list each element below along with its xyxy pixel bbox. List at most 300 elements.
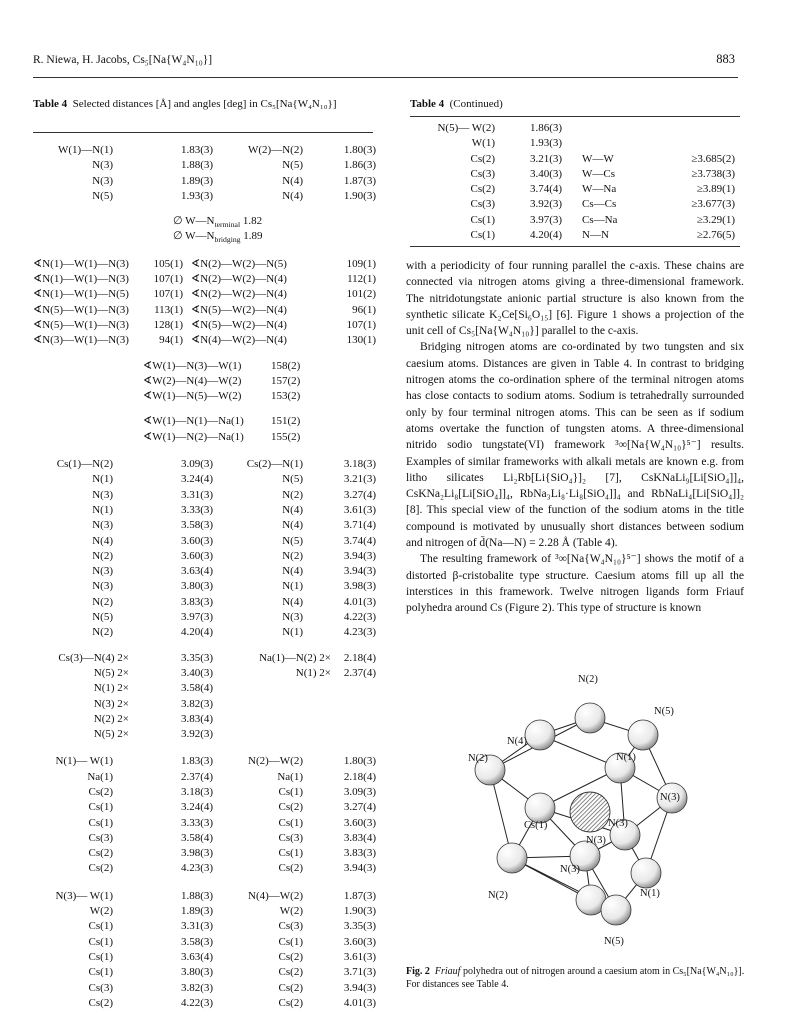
table-cell: 1.86(3): [343, 159, 376, 172]
atom-label: N(2): [488, 890, 508, 901]
table-cell: N(2): [92, 626, 113, 639]
table-cell: ≥2.76(5): [696, 229, 735, 242]
table-cell: 155(2): [271, 430, 301, 443]
friauf-polyhedron-figure: [440, 660, 730, 950]
nitrogen-atom: [601, 895, 631, 925]
table-cell: N(4): [282, 519, 303, 532]
table-cell: 3.98(3): [343, 580, 376, 593]
table-cell: 3.09(3): [343, 785, 376, 798]
table-cell: N—N: [582, 229, 609, 242]
table-row: [33, 374, 378, 389]
table-cell: N(3): [92, 174, 113, 187]
table-row: [33, 610, 378, 625]
table-cell: 3.97(3): [181, 611, 214, 624]
table-cell: 3.18(3): [181, 785, 214, 798]
table-cell: Cs(2): [278, 950, 303, 963]
table-cell: 1.88(3): [181, 159, 214, 172]
table-cell: 3.27(4): [343, 488, 376, 501]
table-cell: 4.20(4): [181, 626, 214, 639]
table-cell: N(3): [92, 159, 113, 172]
atom-label: N(1): [640, 888, 660, 899]
table-cell: Cs(2): [278, 966, 303, 979]
table-cell: 4.22(3): [343, 611, 376, 624]
table-cell: Cs(2): [88, 847, 113, 860]
table-cell: 3.35(3): [181, 651, 214, 664]
table-cell: N(3): [92, 565, 113, 578]
table-cell: 101(2): [346, 288, 376, 301]
table-row: [33, 904, 378, 919]
table-row: [33, 770, 378, 785]
nitrogen-atom: [525, 793, 555, 823]
table-row: [410, 152, 740, 167]
body-paragraph-3: The resulting framework of ³∞[Na{W₄N₁₀}⁵⁻] shows the motif of a distorted β-cristobalite type structure. Caesium atoms fill up all the interstices in this framework. Twelve nitrogen ligands form Friauf polyhedra around Cs (Figure 2). This type of structure is known: [406, 553, 744, 615]
table-cell: 4.01(3): [343, 595, 376, 608]
table-cell: N(5): [282, 159, 303, 172]
table-cell: 3.09(3): [181, 458, 214, 471]
table-4-cont-body: [410, 121, 740, 243]
table-row: [33, 785, 378, 800]
table-cell: Cs(1): [470, 213, 495, 226]
table-cell: Cs(1): [278, 785, 303, 798]
table-row: [410, 197, 740, 212]
table-cell: 1.80(3): [343, 144, 376, 156]
table-cell: Cs(1)—N(2): [56, 458, 113, 471]
nitrogen-atom: [631, 858, 661, 888]
table-cell: N(4): [282, 174, 303, 187]
table-cell: 3.40(3): [181, 666, 214, 679]
table-cell: Cs(1): [88, 935, 113, 948]
table-row: [33, 666, 378, 681]
table-cell: ∢N(1)—W(1)—N(3): [33, 273, 129, 286]
page-number: 883: [716, 52, 735, 66]
table-cell: N(1): [92, 503, 113, 516]
table-cell: 3.80(3): [181, 966, 214, 979]
atom-label: N(2): [468, 753, 488, 764]
table-cell: N(1) 2×: [295, 666, 331, 679]
table-cell: 3.61(3): [343, 503, 376, 516]
table-cell: 3.74(4): [343, 534, 376, 547]
table-cell: ∢N(4)—W(2)—N(4): [191, 334, 287, 347]
table-cell: Cs—Cs: [582, 198, 617, 211]
table-cell: 2.18(4): [343, 770, 376, 783]
table-4-label: Table 4: [33, 98, 68, 110]
table-cell: N(2)—W(2): [248, 755, 303, 768]
table-cell: N(4): [282, 189, 303, 202]
table-row: [33, 935, 378, 950]
table-cell: 153(2): [271, 390, 301, 403]
table-row: [33, 488, 378, 503]
table-cell: 157(2): [271, 374, 301, 387]
table-cell: Na(1): [277, 770, 303, 783]
table-cell: 3.92(3): [530, 198, 563, 211]
atom-label: N(1): [616, 752, 636, 763]
table-row: [33, 414, 378, 429]
table-row: [33, 503, 378, 518]
table-cell: N(1): [282, 626, 303, 639]
average-value: 1.82: [240, 215, 263, 228]
table-row: [33, 727, 378, 742]
table-cell: N(3): [92, 580, 113, 593]
table-cell: ∢W(1)—N(3)—W(1): [143, 359, 242, 372]
table-cell: N(2): [282, 488, 303, 501]
table-cell: Cs—Na: [582, 213, 618, 226]
atom-label: N(2): [578, 674, 598, 685]
atom-label: N(5): [604, 936, 624, 947]
table-cell: Cs(3)—N(4) 2×: [58, 651, 129, 664]
table-cell: N(1)— W(1): [55, 755, 113, 768]
table-cell: Cs(1): [88, 816, 113, 829]
table-cell: 3.60(3): [181, 534, 214, 547]
table-cell: Cs(1): [278, 816, 303, 829]
table-cell: 3.27(4): [343, 801, 376, 814]
table-cell: Cs(1): [88, 966, 113, 979]
table-row: [410, 213, 740, 228]
table-cell: 4.23(3): [343, 626, 376, 639]
table-cell: 112(1): [347, 273, 376, 286]
table-cell: 3.83(3): [181, 595, 214, 608]
average-row: [33, 229, 378, 244]
table-row: [33, 754, 378, 769]
table-row: [33, 579, 378, 594]
table-cell: Cs(2): [470, 152, 495, 165]
table-row: [33, 681, 378, 696]
table-cell: N(4): [282, 595, 303, 608]
table-cell: 3.83(4): [181, 712, 214, 725]
average-row: [33, 214, 378, 229]
nitrogen-atom: [628, 720, 658, 750]
table-4-cont-top-rule: [410, 116, 740, 117]
table-row: [33, 287, 378, 302]
table-cell: 130(1): [346, 334, 376, 347]
table-cell: Cs(3): [278, 831, 303, 844]
table-cell: 3.98(3): [181, 847, 214, 860]
table-cell: ∢W(1)—N(1)—Na(1): [143, 415, 244, 428]
table-cell: Cs(2): [278, 862, 303, 875]
table-cell: 107(1): [346, 318, 376, 331]
table-cell: 1.86(3): [530, 122, 563, 134]
table-cell: N(5): [92, 611, 113, 624]
table-cell: W—Cs: [582, 167, 615, 180]
table-cell: 3.21(3): [343, 473, 376, 486]
table-cell: 3.80(3): [181, 580, 214, 593]
table-cell: 94(1): [159, 334, 183, 347]
table-cell: Cs(2): [88, 862, 113, 875]
table-cell: 3.24(4): [181, 473, 214, 486]
atom-label: N(3): [560, 864, 580, 875]
table-cell: ∢N(1)—W(1)—N(5): [33, 288, 129, 301]
table-cell: 3.61(3): [343, 950, 376, 963]
table-row: [33, 189, 378, 204]
table-cell: W(2): [279, 905, 303, 918]
table-cell: 3.63(4): [181, 565, 214, 578]
table-cell: 3.58(3): [181, 519, 214, 532]
table-row: [33, 816, 378, 831]
table-cell: ∢N(2)—W(2)—N(4): [191, 288, 287, 301]
table-row: [33, 712, 378, 727]
table-cell: N(5): [282, 473, 303, 486]
table-cell: Na(1): [87, 770, 113, 783]
table-cell: N(2): [282, 549, 303, 562]
table-cell: 3.33(3): [181, 816, 214, 829]
table-cell: N(4)—W(2): [248, 889, 303, 902]
table-cell: 1.93(3): [181, 189, 214, 202]
table-row: [33, 430, 378, 445]
table-cell: 3.94(3): [343, 981, 376, 994]
table-row: [410, 228, 740, 243]
table-row: [33, 143, 378, 158]
table-cell: 1.90(3): [343, 905, 376, 918]
table-cell: 151(2): [271, 415, 301, 428]
table-cell: W(1): [471, 137, 495, 150]
table-row: [33, 965, 378, 980]
table-cell: N(3) 2×: [93, 697, 129, 710]
table-row: [33, 272, 378, 287]
table-cell: W(1)—N(1): [58, 144, 113, 156]
atom-label: N(3): [586, 835, 606, 846]
table-row: [33, 333, 378, 348]
table-4-body: [33, 143, 378, 1011]
table-cell: N(3): [92, 519, 113, 532]
table-row: [33, 518, 378, 533]
table-cell: 3.63(4): [181, 950, 214, 963]
table-row: [33, 846, 378, 861]
table-cell: 1.87(3): [343, 889, 376, 902]
table-cell: 3.58(3): [181, 935, 214, 948]
table-cell: N(5)— W(2): [437, 122, 495, 134]
table-cell: N(4): [92, 534, 113, 547]
table-cell: Cs(2): [470, 183, 495, 196]
table-cell: W(2)—N(2): [248, 144, 303, 156]
table-cell: 1.89(3): [181, 174, 214, 187]
table-cell: ≥3.677(3): [691, 198, 735, 211]
table-cell: Cs(3): [88, 981, 113, 994]
table-cell: 3.83(4): [343, 831, 376, 844]
table-cell: 1.83(3): [181, 144, 214, 156]
table-row: [33, 158, 378, 173]
table-cell: 3.31(3): [181, 488, 214, 501]
table-cell: 1.83(3): [181, 755, 214, 768]
table-row: [33, 174, 378, 189]
table-row: [33, 257, 378, 272]
table-cell: N(3)— W(1): [55, 889, 113, 902]
table-cell: 3.83(3): [343, 847, 376, 860]
table-row: [33, 303, 378, 318]
table-row: [33, 889, 378, 904]
nitrogen-atom: [575, 703, 605, 733]
table-cell: 105(1): [153, 257, 183, 270]
table-cell: 113(1): [154, 303, 183, 316]
table-cell: ∢N(5)—W(1)—N(3): [33, 303, 129, 316]
atom-label: N(4): [507, 736, 527, 747]
table-cell: ∢N(2)—W(2)—N(4): [191, 273, 287, 286]
table-cell: 3.58(4): [181, 682, 214, 695]
average-bond-type: terminal: [214, 220, 241, 230]
table-cell: N(5) 2×: [93, 728, 129, 741]
table-row: [33, 472, 378, 487]
table-row: [33, 981, 378, 996]
table-cell: 3.21(3): [530, 152, 563, 165]
table-cell: ∢W(1)—N(2)—Na(1): [143, 430, 244, 443]
table-cell: ∢W(2)—N(4)—W(2): [143, 374, 242, 387]
body-text: [406, 258, 744, 617]
table-cell: 3.31(3): [181, 920, 214, 933]
table-row: [410, 121, 740, 136]
atom-label: N(5): [654, 706, 674, 717]
table-row: [33, 318, 378, 333]
table-row: [33, 950, 378, 965]
table-cell: 3.40(3): [530, 167, 563, 180]
table-cell: 2.37(4): [181, 770, 214, 783]
figure-2-caption-italic: Friauf: [434, 966, 461, 977]
table-row: [33, 996, 378, 1011]
table-cell: N(2): [92, 549, 113, 562]
table-cell: Cs(2): [88, 785, 113, 798]
table-row: [33, 861, 378, 876]
table-cell: N(1): [282, 580, 303, 593]
table-cell: 3.82(3): [181, 981, 214, 994]
table-cell: Cs(1): [278, 935, 303, 948]
table-cell: ∢N(2)—W(2)—N(5): [191, 257, 287, 270]
table-cell: ≥3.89(1): [696, 183, 735, 196]
table-row: [33, 625, 378, 640]
table-cell: 3.97(3): [530, 213, 563, 226]
table-cell: 3.71(4): [343, 519, 376, 532]
running-title: R. Niewa, H. Jacobs, Cs₅[Na{W₄N₁₀}]: [33, 54, 213, 66]
table-cell: 4.22(3): [181, 996, 214, 1009]
table-4-caption: [33, 97, 373, 112]
table-cell: N(5) 2×: [93, 666, 129, 679]
table-4-cont-caption: [410, 97, 740, 112]
table-cell: ∢N(5)—W(2)—N(4): [191, 303, 287, 316]
average-label: [173, 229, 263, 247]
average-bond-type: bridging: [214, 235, 241, 245]
table-cell: 3.71(3): [343, 966, 376, 979]
table-cell: Cs(3): [88, 831, 113, 844]
table-cell: ∢N(5)—W(2)—N(4): [191, 318, 287, 331]
average-bond: ∅ W—N: [173, 230, 215, 243]
body-paragraph-2: Bridging nitrogen atoms are co-ordinated by two tungsten and six caesium atoms. Distances are given in Table 4. In contrast to bridging nitrogen atoms the co-ordination sphere of the terminal nitrogen atoms has close contacts to sodium atoms. Sodium is tetrahedrally surrounded only by four terminal nitrogen atoms. This can be seen as if sodium atoms overtake the function of tungsten atoms. A three-dimensional nitrido sodio tungstate(VI) framework ³∞[Na{W₄N₁₀}⁵⁻] results. Examples of similar frameworks with alkali metals are known e.g. from litho silicates Li₂Rb[Li{SiO₄}]₂ [7], CsKNaLi₉[Li[SiO₄]]₄, CsKNa₂Li₈[Li[SiO₄]]₄, RbNa₃Li₈·Li₈[SiO₄]]₄ and RbNaLi₄[Li[SiO₄]]₂ [8]. This special view of the function of the sodium atoms in the title compound is motivated by unusually short distances between sodium and nitrogen of d̄(Na—N) = 2.28 Å (Table 4).: [406, 341, 744, 550]
table-cell: Cs(2): [88, 996, 113, 1009]
table-cell: 107(1): [153, 273, 183, 286]
table-cell: 3.18(3): [343, 458, 376, 471]
table-cell: 96(1): [352, 303, 376, 316]
table-cell: 1.90(3): [343, 189, 376, 202]
table-cell: W—Na: [582, 183, 617, 196]
table-cell: ∢W(1)—N(5)—W(2): [143, 390, 242, 403]
body-paragraph-1: with a periodicity of four running parallel the c-axis. These chains are connected via nitrogen atoms giving a three-dimensional framework. The nitridotungstate anionic partial structure is also known from the synthetic silicate K₂Ce[Si₆O₁₅] [6]. Figure 1 shows a projection of the unit cell of Cs₅[Na{W₄N₁₀}] parallel to the c-axis.: [406, 260, 744, 338]
table-cell: 4.20(4): [530, 229, 563, 242]
table-cell: 3.82(3): [181, 697, 214, 710]
table-cell: 1.89(3): [181, 905, 214, 918]
table-row: [33, 389, 378, 404]
table-cell: 107(1): [153, 288, 183, 301]
table-4-cont-bottom-rule: [410, 246, 740, 247]
table-cell: 1.93(3): [530, 137, 563, 150]
table-cell: 4.23(3): [181, 862, 214, 875]
table-row: [33, 457, 378, 472]
table-cell: ∢N(3)—W(1)—N(3): [33, 334, 129, 347]
table-row: [33, 697, 378, 712]
table-row: [410, 136, 740, 151]
table-cell: 3.58(4): [181, 831, 214, 844]
table-cell: Na(1)—N(2) 2×: [259, 651, 331, 664]
table-cell: N(3): [92, 488, 113, 501]
table-cell: Cs(3): [278, 920, 303, 933]
caesium-atom: [570, 792, 610, 832]
figure-2-caption: [406, 965, 746, 991]
table-cell: N(4): [282, 565, 303, 578]
table-cell: 1.80(3): [343, 755, 376, 768]
table-cell: 158(2): [271, 359, 301, 372]
table-row: [33, 651, 378, 666]
table-cell: N(1): [92, 473, 113, 486]
table-cell: Cs(2)—N(1): [246, 458, 303, 471]
table-cell: N(1) 2×: [93, 682, 129, 695]
table-cell: 3.94(3): [343, 565, 376, 578]
table-cell: 3.35(3): [343, 920, 376, 933]
table-row: [33, 549, 378, 564]
table-cell: 2.18(4): [343, 651, 376, 664]
atom-label: N(3): [660, 792, 680, 803]
table-cell: N(5): [282, 534, 303, 547]
table-row: [33, 595, 378, 610]
table-cell: W(2): [89, 905, 113, 918]
table-cell: 3.92(3): [181, 728, 214, 741]
table-cell: 3.94(3): [343, 862, 376, 875]
atom-label: Cs(1): [524, 820, 548, 831]
figure-2-caption-text: polyhedra out of nitrogen around a caesium atom in Cs₅[Na{W₄N₁₀}]. For distances see Table 4.: [406, 966, 745, 990]
table-cell: N(2) 2×: [93, 712, 129, 725]
table-cell: Cs(1): [278, 847, 303, 860]
table-cell: N(4): [282, 503, 303, 516]
table-cell: Cs(2): [278, 801, 303, 814]
table-cell: Cs(1): [88, 920, 113, 933]
table-row: [33, 534, 378, 549]
table-cell: 1.87(3): [343, 174, 376, 187]
table-cell: 1.88(3): [181, 889, 214, 902]
table-cell: Cs(1): [88, 950, 113, 963]
table-4-cont-label: Table 4: [410, 98, 445, 110]
table-row: [410, 167, 740, 182]
table-cell: Cs(1): [470, 229, 495, 242]
table-cell: W—W: [582, 152, 614, 165]
table-cell: ≥3.29(1): [696, 213, 735, 226]
table-cell: 3.60(3): [343, 935, 376, 948]
table-cell: 3.94(3): [343, 549, 376, 562]
table-cell: 128(1): [153, 318, 183, 331]
table-cell: 4.01(3): [343, 996, 376, 1009]
header-rule: [33, 77, 738, 78]
table-cell: 3.60(3): [181, 549, 214, 562]
table-cell: 3.33(3): [181, 503, 214, 516]
table-row: [33, 919, 378, 934]
table-cell: N(3): [282, 611, 303, 624]
table-cell: 2.37(4): [343, 666, 376, 679]
table-cell: Cs(2): [278, 996, 303, 1009]
table-cell: N(2): [92, 595, 113, 608]
atom-label: N(3): [608, 818, 628, 829]
table-cell: 109(1): [346, 257, 376, 270]
table-row: [33, 831, 378, 846]
nitrogen-atom: [497, 843, 527, 873]
table-row: [33, 800, 378, 815]
table-cell: 3.74(4): [530, 183, 563, 196]
average-bond: ∅ W—N: [173, 215, 215, 228]
table-cell: ≥3.685(2): [691, 152, 735, 165]
average-value: 1.89: [240, 230, 263, 243]
table-4-cont-caption-text: (Continued): [449, 98, 503, 110]
nitrogen-atom: [525, 720, 555, 750]
